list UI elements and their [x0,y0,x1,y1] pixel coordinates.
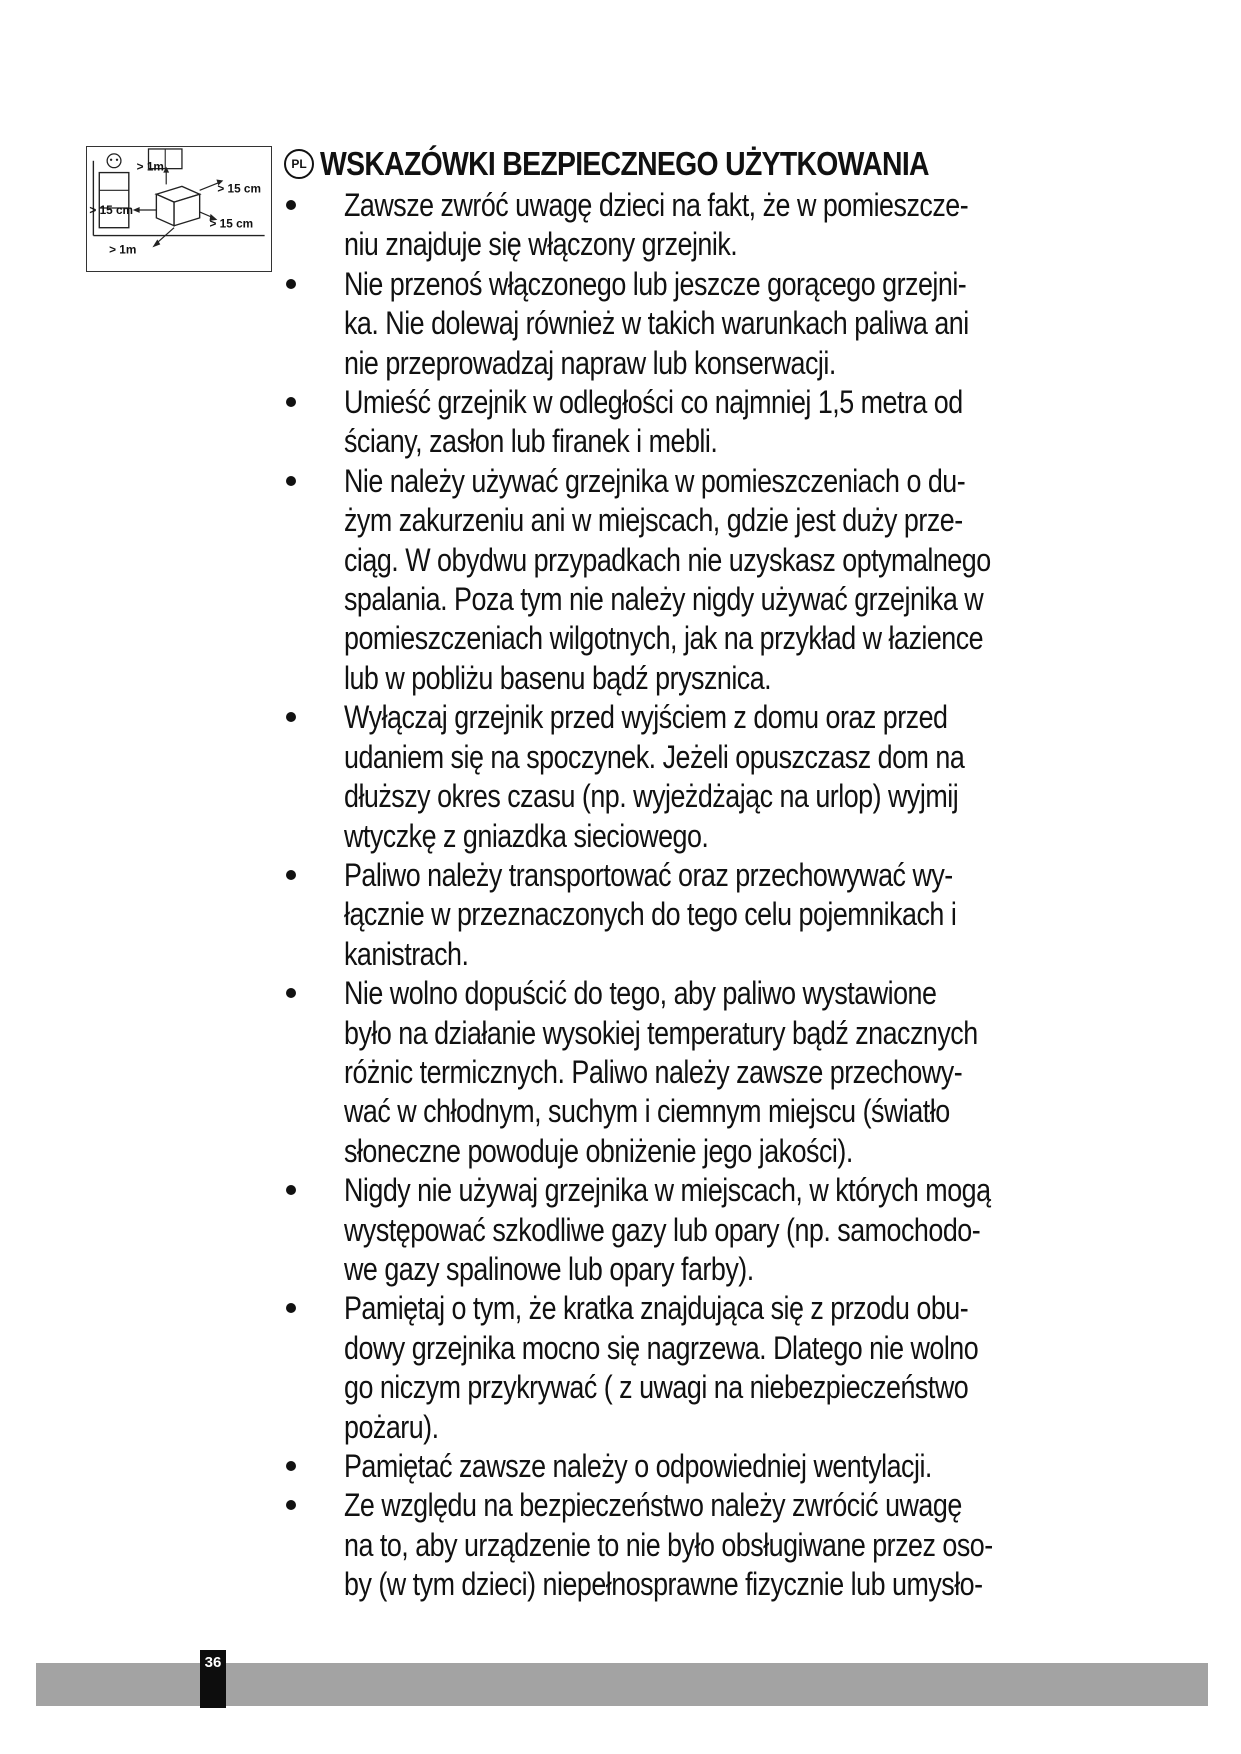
label-right-upper: > 15 cm [217,181,262,196]
label-right-lower: > 15 cm [209,216,254,231]
bullet-text: Nie wolno dopuścić do tego, aby paliwo wystawione było na działanie wysokiej temperatury bądź znacznych różnic termicznych. Paliwo należy zawsze przechowy- wać w chłodnym, suchym i ciemnym miejscu (światło słoneczne powoduje obniżenie jego jakości). [344,975,978,1169]
list-item [282,698,1142,856]
list-item [282,265,1142,383]
bullet-text: Nie przenoś włączonego lub jeszcze gorącego grzejni- ka. Nie dolewaj również w takich warunkach paliwa ani nie przeprowadzaj napraw lub konserwacji. [344,265,969,381]
bullet-text: Nie należy używać grzejnika w pomieszczeniach o du- żym zakurzeniu ani w miejscach, gdzie jest duży prze- ciąg. W obydwu przypadkach nie uzyskasz optymalnego spalania. Poza tym nie należy nigdy używać grzejnika w pomieszczeniach wilgotnych, jak na przykład w łazience lub w pobliżu basenu bądź prysznica. [344,462,991,696]
bullet-icon [286,712,296,722]
language-badge: PL [284,149,314,179]
bullet-icon [286,1500,296,1510]
label-top: > 1m [136,159,164,174]
safety-bullet-list [282,186,1142,1605]
section-title: WSKAZÓWKI BEZPIECZNEGO UŻYTKOWANIA [320,145,929,182]
list-item [282,1447,1142,1486]
bullet-text: Pamiętać zawsze należy o odpowiedniej wentylacji. [344,1448,932,1484]
bullet-icon [286,1461,296,1471]
bullet-text: Zawsze zwróć uwagę dzieci na fakt, że w pomieszcze- niu znajduje się włączony grzejnik. [344,187,969,263]
section-header [284,142,1028,186]
list-item [282,856,1142,974]
list-item [282,1486,1142,1604]
bullet-text: Ze względu na bezpieczeństwo należy zwrócić uwagę na to, aby urządzenie to nie było obsługiwane przez oso- by (w tym dzieci) niepełnosprawne fizycznie lub umysło- [344,1487,993,1603]
bullet-icon [286,200,296,210]
list-item [282,462,1142,698]
bullet-icon [286,397,296,407]
bullet-icon [286,988,296,998]
label-left: > 15 cm [89,202,134,217]
label-bottom: > 1m [109,242,137,257]
bullet-text: Nigdy nie używaj grzejnika w miejscach, w których mogą występować szkodliwe gazy lub opary (np. samochodo- we gazy spalinowe lub opary farby). [344,1172,991,1287]
list-item [282,1289,1142,1447]
bullet-text: Paliwo należy transportować oraz przechowywać wy- łącznie w przeznaczonych do tego celu pojemnikach i kanistrach. [344,856,957,972]
list-item [282,1171,1142,1289]
list-item [282,383,1142,462]
list-item [282,186,1142,265]
clearance-diagram-drawing [87,147,271,271]
bullet-icon [286,279,296,289]
bullet-icon [286,1185,296,1195]
bullet-icon [286,476,296,486]
list-item [282,974,1142,1171]
bullet-icon [286,1303,296,1313]
bullet-text: Umieść grzejnik w odległości co najmniej 1,5 metra od ściany, zasłon lub firanek i mebli. [344,384,963,460]
bullet-text: Wyłączaj grzejnik przed wyjściem z domu oraz przed udaniem się na spoczynek. Jeżeli opuszczasz dom na dłuższy okres czasu (np. wyjeżdżając na urlop) wyjmij wtyczkę z gniazdka sieciowego. [344,699,965,854]
page-number: 36 [200,1650,226,1708]
clearance-diagram [86,146,272,272]
bullet-text: Pamiętaj o tym, że kratka znajdująca się z przodu obu- dowy grzejnika mocno się nagrzewa. Dlatego nie wolno go niczym przykrywać ( z uwagi na niebezpieczeństwo pożaru). [344,1290,979,1445]
bullet-icon [286,870,296,880]
